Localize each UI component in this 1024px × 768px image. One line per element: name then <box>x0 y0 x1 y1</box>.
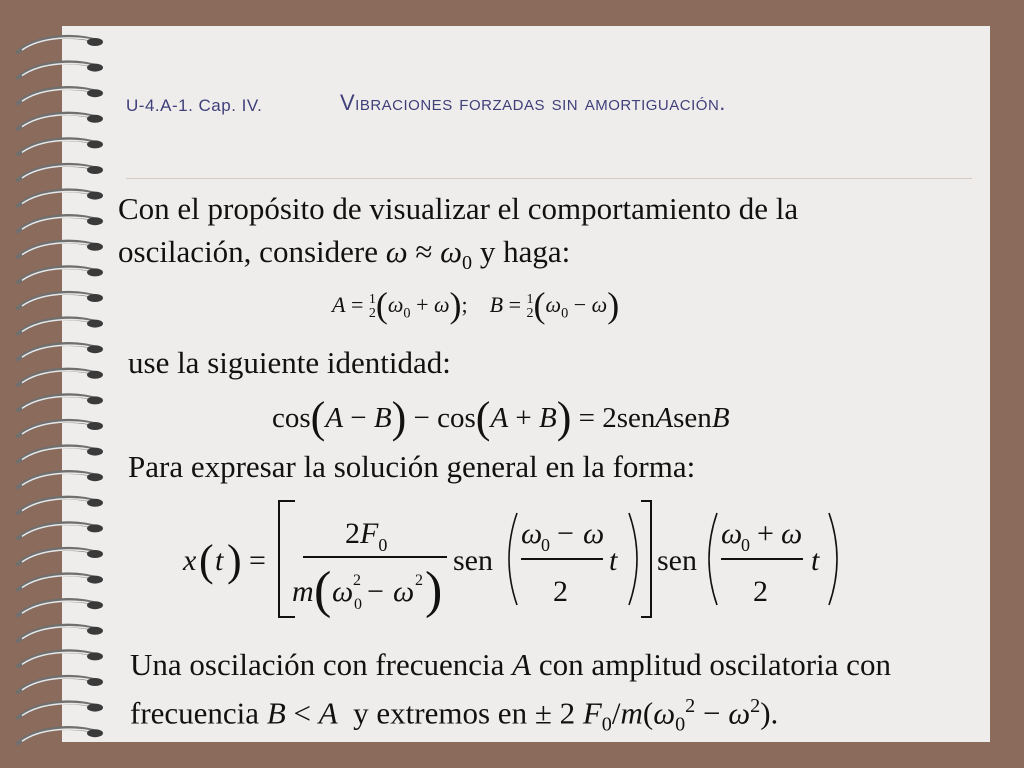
binding-hole <box>87 729 103 737</box>
paragraph-4-line-2: frecuencia B < A y extremos en ± 2 $F_0/m(\omega_0^2 - \omega^2)$. <box>130 695 779 736</box>
svg-text:x: x <box>183 544 197 577</box>
svg-text:−: − <box>557 517 574 550</box>
binding-hole <box>87 524 103 532</box>
svg-text:t: t <box>215 544 224 577</box>
svg-text:t: t <box>811 544 820 577</box>
binding-hole <box>87 422 103 430</box>
binding-hole <box>87 345 103 353</box>
paragraph-2: use la siguiente identidad: <box>128 345 451 380</box>
binding-hole <box>87 576 103 584</box>
svg-text:2F0: $2F_0$ <box>345 517 388 555</box>
paragraph-4-line-1: Una oscilación con frecuencia A con amplitud oscilatoria con <box>130 647 891 682</box>
svg-text:sen: sen <box>453 544 493 577</box>
svg-text:2: 2 <box>415 572 423 589</box>
binding-hole <box>87 89 103 97</box>
equation-solution <box>175 495 855 625</box>
svg-text:): ) <box>425 562 443 619</box>
binding-hole <box>87 243 103 251</box>
binding-hole <box>87 652 103 660</box>
svg-text:(: ( <box>314 562 332 619</box>
svg-text:0: 0 <box>541 535 550 555</box>
svg-text:ω: ω <box>521 517 543 550</box>
binding-hole <box>87 192 103 200</box>
binding-hole <box>87 217 103 225</box>
svg-text:ω: ω <box>583 517 605 550</box>
binding-hole <box>87 64 103 72</box>
binding-hole <box>87 627 103 635</box>
binding-hole <box>87 678 103 686</box>
binding-hole <box>87 704 103 712</box>
svg-text:(: ( <box>199 536 214 585</box>
svg-text:+: + <box>757 517 774 550</box>
svg-text:2: 2 <box>353 572 361 589</box>
equation-a-b-definitions: A = 1 $2(\omega_0 + \omega)$; B = 1 $2(\omega_0 - \omega)$ <box>332 285 620 325</box>
svg-text:): ) <box>227 536 242 585</box>
binding-hole <box>87 448 103 456</box>
binding-hole <box>87 38 103 46</box>
svg-text:−: − <box>367 575 384 608</box>
binding-hole <box>87 550 103 558</box>
svg-text:0: 0 <box>741 535 750 555</box>
header-divider <box>126 178 972 179</box>
svg-text:ω: ω <box>781 517 803 550</box>
paragraph-1-line-2: oscilación, considere $\omega \approx \omega_0$ y haga: <box>118 234 571 275</box>
paragraph-3: Para expresar la solución general en la forma: <box>128 449 696 484</box>
binding-hole <box>87 115 103 123</box>
binding-hole <box>87 140 103 148</box>
svg-text:2: 2 <box>753 575 768 608</box>
svg-text:m: m <box>292 575 314 608</box>
svg-text:sen: sen <box>657 544 697 577</box>
spiral-binding <box>0 0 110 768</box>
binding-hole <box>87 166 103 174</box>
binding-hole <box>87 371 103 379</box>
svg-text:ω: ω <box>332 575 354 608</box>
binding-hole <box>87 320 103 328</box>
binding-hole <box>87 499 103 507</box>
slide-title: Vibraciones forzadas sin amortiguación. <box>340 90 726 115</box>
slide-header <box>126 90 726 116</box>
equation-identity: cos(A − B) − cos(A + B) = 2senAsenB <box>272 393 730 442</box>
svg-text:ω: ω <box>721 517 743 550</box>
svg-text:0: 0 <box>354 596 362 613</box>
slide-page <box>62 26 990 742</box>
binding-hole <box>87 396 103 404</box>
svg-text:ω: ω <box>393 575 415 608</box>
chapter-code: U-4.A-1. Cap. IV. <box>126 96 263 115</box>
svg-text:t: t <box>609 544 618 577</box>
svg-text:2: 2 <box>553 575 568 608</box>
paragraph-1-line-1: Con el propósito de visualizar el comportamiento de la <box>118 191 799 226</box>
binding-hole <box>87 473 103 481</box>
binding-hole <box>87 294 103 302</box>
binding-hole <box>87 268 103 276</box>
svg-text:=: = <box>249 544 266 577</box>
binding-hole <box>87 601 103 609</box>
